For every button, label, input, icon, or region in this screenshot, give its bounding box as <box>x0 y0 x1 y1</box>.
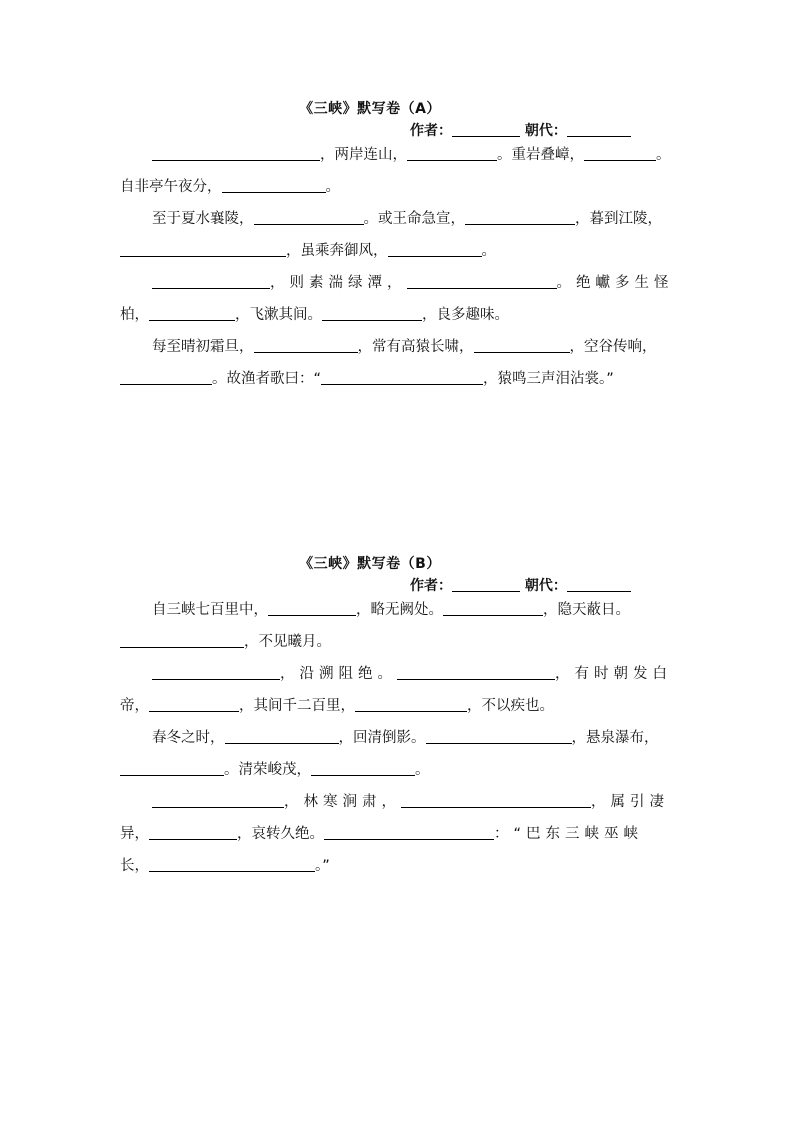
sheet-a-title: 《三峡》默写卷（A） <box>299 101 441 117</box>
sheet-a-p4-line2: 。故渔者歌曰：“ ，猿鸣三声泪沾裳。” <box>120 369 614 389</box>
sheet-b-title: 《三峡》默写卷（B） <box>299 556 441 572</box>
sheet-b-p3-line1: 春冬之时， ，回清倒影。 ，悬泉瀑布， <box>152 730 659 746</box>
answer-blank[interactable] <box>152 273 270 289</box>
answer-blank[interactable] <box>311 760 415 776</box>
answer-blank[interactable] <box>152 792 284 808</box>
sheet-b-p3-line2: 。清荣峻茂， 。 <box>120 760 430 780</box>
sheet-b-p4-line3: 长， 。” <box>120 858 330 874</box>
answer-blank[interactable] <box>426 728 572 744</box>
answer-blank[interactable] <box>324 824 494 840</box>
dynasty-blank[interactable] <box>567 577 631 592</box>
sheet-a-p2-line1: 至于夏水襄陵， 。或王命急宣， ，暮到江陵， <box>152 211 662 227</box>
sheet-b-p2-line2: 帝， ，其间千二百里， ，不以疾也。 <box>120 698 554 714</box>
sheet-b-p4-line2: 异， ，哀转久绝。 ：“巴东三峡巫峡 <box>120 826 644 842</box>
answer-blank[interactable] <box>465 209 575 225</box>
answer-blank[interactable] <box>254 337 358 353</box>
sheet-a-p2-line2: ，虽乘奔御风， 。 <box>120 241 496 261</box>
sheet-a-p4-line1: 每至晴初霜旦， ，常有高猿长啸， ，空谷传响， <box>152 339 657 355</box>
sheet-b-p4-line1: ，林寒涧肃， ，属引凄 <box>152 792 669 812</box>
sheet-a-p1-line2: 自非亭午夜分， 。 <box>120 179 340 195</box>
author-label: 作者： <box>410 123 452 139</box>
author-blank[interactable] <box>452 577 520 592</box>
author-blank[interactable] <box>452 122 520 137</box>
answer-blank[interactable] <box>474 337 570 353</box>
sheet-a-p1-line1: ，两岸连山， 。重岩叠嶂， 。 <box>152 145 671 165</box>
answer-blank[interactable] <box>388 241 482 257</box>
answer-blank[interactable] <box>149 305 235 321</box>
sheet-b-p2-line1: ，沿溯阻绝。 ，有时朝发白 <box>152 664 672 684</box>
answer-blank[interactable] <box>149 824 237 840</box>
answer-blank[interactable] <box>152 145 320 161</box>
answer-blank[interactable] <box>120 632 244 648</box>
answer-blank[interactable] <box>401 792 591 808</box>
answer-blank[interactable] <box>149 696 239 712</box>
answer-blank[interactable] <box>407 273 557 289</box>
answer-blank[interactable] <box>120 241 286 257</box>
sheet-b-meta <box>410 575 631 595</box>
dynasty-blank[interactable] <box>567 122 631 137</box>
answer-blank[interactable] <box>584 145 656 161</box>
sheet-b-p1-line1: 自三峡七百里中， ，略无阙处。 ，隐天蔽日。 <box>152 602 630 618</box>
answer-blank[interactable] <box>321 369 483 385</box>
answer-blank[interactable] <box>152 664 280 680</box>
answer-blank[interactable] <box>397 664 555 680</box>
dynasty-label: 朝代： <box>524 578 567 594</box>
sheet-a-p3-line2: 柏， ，飞漱其间。 ，良多趣味。 <box>120 307 509 323</box>
answer-blank[interactable] <box>268 600 356 616</box>
author-label: 作者： <box>410 578 452 594</box>
dynasty-label: 朝代： <box>524 123 567 139</box>
answer-blank[interactable] <box>222 177 326 193</box>
answer-blank[interactable] <box>322 305 422 321</box>
sheet-b-p1-line2: ，不见曦月。 <box>120 632 331 652</box>
answer-blank[interactable] <box>120 369 212 385</box>
answer-blank[interactable] <box>355 696 467 712</box>
answer-blank[interactable] <box>120 760 224 776</box>
answer-blank[interactable] <box>149 856 315 872</box>
sheet-a-meta <box>410 120 631 140</box>
answer-blank[interactable] <box>254 209 364 225</box>
answer-blank[interactable] <box>407 145 497 161</box>
answer-blank[interactable] <box>225 728 339 744</box>
sheet-a-p3-line1: ，则素湍绿潭， 。绝巘多生怪 <box>152 273 674 293</box>
answer-blank[interactable] <box>443 600 543 616</box>
